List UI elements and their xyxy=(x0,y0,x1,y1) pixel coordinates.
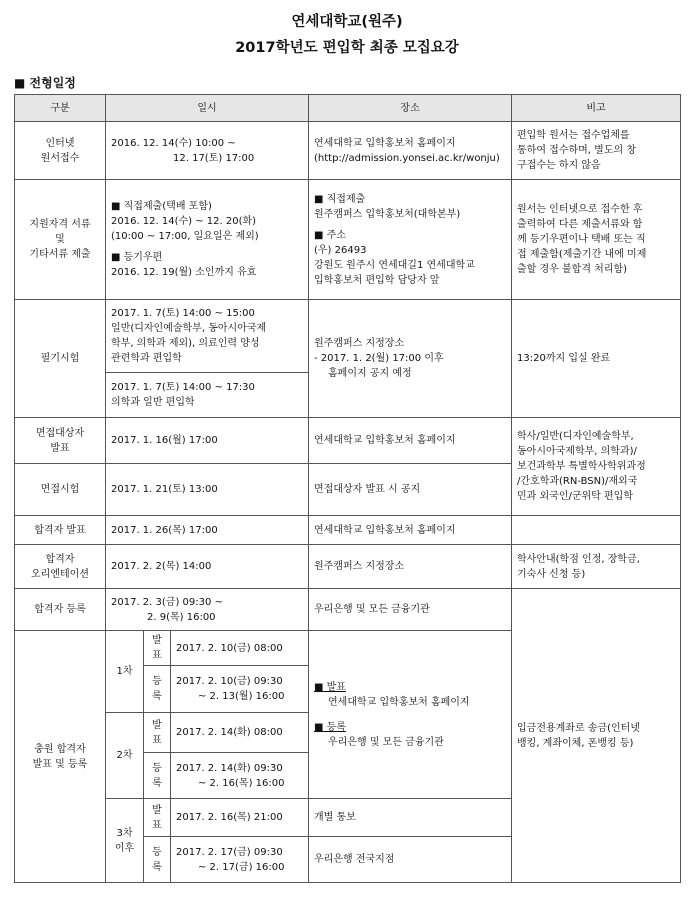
place-cell: ■ 직접제출 원주캠퍼스 입학홍보처(대학본부) ■ 주소 (우) 26493 강원도 원주시 연세대길1 연세대학교 입학홍보처 편입학 담당자 앞 xyxy=(309,180,512,300)
note-cell: 입금전용계좌로 송금(인터넷 뱅킹, 계좌이체, 폰뱅킹 등) xyxy=(512,589,681,883)
datetime-cell: 2017. 2. 10(금) 08:00 xyxy=(171,631,309,666)
table-row xyxy=(15,180,681,300)
table-row xyxy=(15,122,681,180)
datetime-cell: 2017. 2. 10(금) 09:30 ~ 2. 13(월) 16:00 xyxy=(171,666,309,713)
place-cell: 원주캠퍼스 지정장소 - 2017. 1. 2(월) 17:00 이후 홈페이지 공지 예정 xyxy=(309,300,512,418)
table-row xyxy=(15,545,681,589)
document-subtitle: 2017학년도 편입학 최종 모집요강 xyxy=(235,40,459,56)
datetime-cell: 2017. 1. 16(월) 17:00 xyxy=(106,418,309,464)
datetime-cell: 2016. 12. 14(수) 10:00 ~ 12. 17(토) 17:00 xyxy=(106,122,309,180)
datetime-cell: 2017. 2. 14(화) 09:30 ~ 2. 16(목) 16:00 xyxy=(171,753,309,799)
col-header-place: 장소 xyxy=(309,95,512,122)
place-cell: 우리은행 전국지점 xyxy=(309,837,512,883)
col-header-category: 구분 xyxy=(15,95,106,122)
category-cell: 합격자 오리엔테이션 xyxy=(15,545,106,589)
category-cell: 인터넷 원서접수 xyxy=(15,122,106,180)
section-heading: ■ 전형일정 xyxy=(14,76,76,90)
register-label: 등 록 xyxy=(144,753,171,799)
datetime-cell: 2017. 1. 26(목) 17:00 xyxy=(106,516,309,545)
schedule-table xyxy=(14,94,681,883)
datetime-cell: 2017. 1. 21(토) 13:00 xyxy=(106,464,309,516)
register-label: 등 록 xyxy=(144,666,171,713)
place-cell: 연세대학교 입학홍보처 홈페이지 xyxy=(309,418,512,464)
register-label: 등 록 xyxy=(144,837,171,883)
table-row xyxy=(15,418,681,464)
table-header-row xyxy=(15,95,681,122)
note-cell: 학사/일반(디자인예술학부, 동아시아국제학부, 의학과)/ 보건과학부 특별학사학위과정 /간호학과(RN-BSN)/재외국 민과 외국인/군위탁 편입학 xyxy=(512,418,681,516)
datetime-cell: 2017. 1. 7(토) 14:00 ~ 15:00 일반(디자인예술학부, 동아시아국제 학부, 의학과 제외), 의료인력 양성 관련학과 편입학 xyxy=(106,300,309,373)
datetime-cell: 2017. 2. 2(목) 14:00 xyxy=(106,545,309,589)
place-cell: 원주캠퍼스 지정장소 xyxy=(309,545,512,589)
round-1-label: 1차 xyxy=(106,631,144,713)
round-3-label: 3차 이후 xyxy=(106,799,144,883)
table-row xyxy=(15,589,681,631)
category-cell: 면접대상자 발표 xyxy=(15,418,106,464)
document-title: 연세대학교(원주) xyxy=(291,14,403,30)
round-2-label: 2차 xyxy=(106,713,144,799)
place-cell: ■ 발표 연세대학교 입학홍보처 홈페이지 ■ 등록 우리은행 및 모든 금융기관 xyxy=(309,631,512,799)
announce-label: 발 표 xyxy=(144,799,171,837)
note-cell: 원서는 인터넷으로 접수한 후 출력하여 다른 제출서류와 함 께 등기우편이나 택배 또는 직 접 제출함(제출기간 내에 미제 출할 경우 불합격 처리함) xyxy=(512,180,681,300)
category-cell: 면접시험 xyxy=(15,464,106,516)
category-cell: 합격자 발표 xyxy=(15,516,106,545)
datetime-cell: 2017. 1. 7(토) 14:00 ~ 17:30 의학과 일반 편입학 xyxy=(106,373,309,418)
note-cell: 13:20까지 입실 완료 xyxy=(512,300,681,418)
table-row xyxy=(15,516,681,545)
datetime-cell: 2017. 2. 14(화) 08:00 xyxy=(171,713,309,753)
place-cell: 개별 통보 xyxy=(309,799,512,837)
category-cell: 합격자 등록 xyxy=(15,589,106,631)
announce-label: 발 표 xyxy=(144,713,171,753)
col-header-datetime: 일시 xyxy=(106,95,309,122)
datetime-cell: ■ 직접제출(택배 포함) 2016. 12. 14(수) ~ 12. 20(화) (10:00 ~ 17:00, 일요일은 제외) ■ 등기우편 2016. 12. 19(월) 소인까지 유효 xyxy=(106,180,309,300)
note-cell xyxy=(512,516,681,545)
place-cell: 우리은행 및 모든 금융기관 xyxy=(309,589,512,631)
place-cell: 연세대학교 입학홍보처 홈페이지 (http://admission.yonsei.ac.kr/wonju) xyxy=(309,122,512,180)
table-row xyxy=(15,300,681,373)
datetime-cell: 2017. 2. 3(금) 09:30 ~ 2. 9(목) 16:00 xyxy=(106,589,309,631)
note-cell: 편입학 원서는 접수업체를 통하여 접수하며, 별도의 창 구접수는 하지 않음 xyxy=(512,122,681,180)
note-cell: 학사안내(학점 인정, 장학금, 기숙사 신청 등) xyxy=(512,545,681,589)
announce-label: 발 표 xyxy=(144,631,171,666)
datetime-cell: 2017. 2. 17(금) 09:30 ~ 2. 17(금) 16:00 xyxy=(171,837,309,883)
datetime-cell: 2017. 2. 16(목) 21:00 xyxy=(171,799,309,837)
category-cell: 지원자격 서류 및 기타서류 제출 xyxy=(15,180,106,300)
col-header-note: 비고 xyxy=(512,95,681,122)
category-cell: 충원 합격자 발표 및 등록 xyxy=(15,631,106,883)
category-cell: 필기시험 xyxy=(15,300,106,418)
place-cell: 면접대상자 발표 시 공지 xyxy=(309,464,512,516)
place-cell: 연세대학교 입학홍보처 홈페이지 xyxy=(309,516,512,545)
